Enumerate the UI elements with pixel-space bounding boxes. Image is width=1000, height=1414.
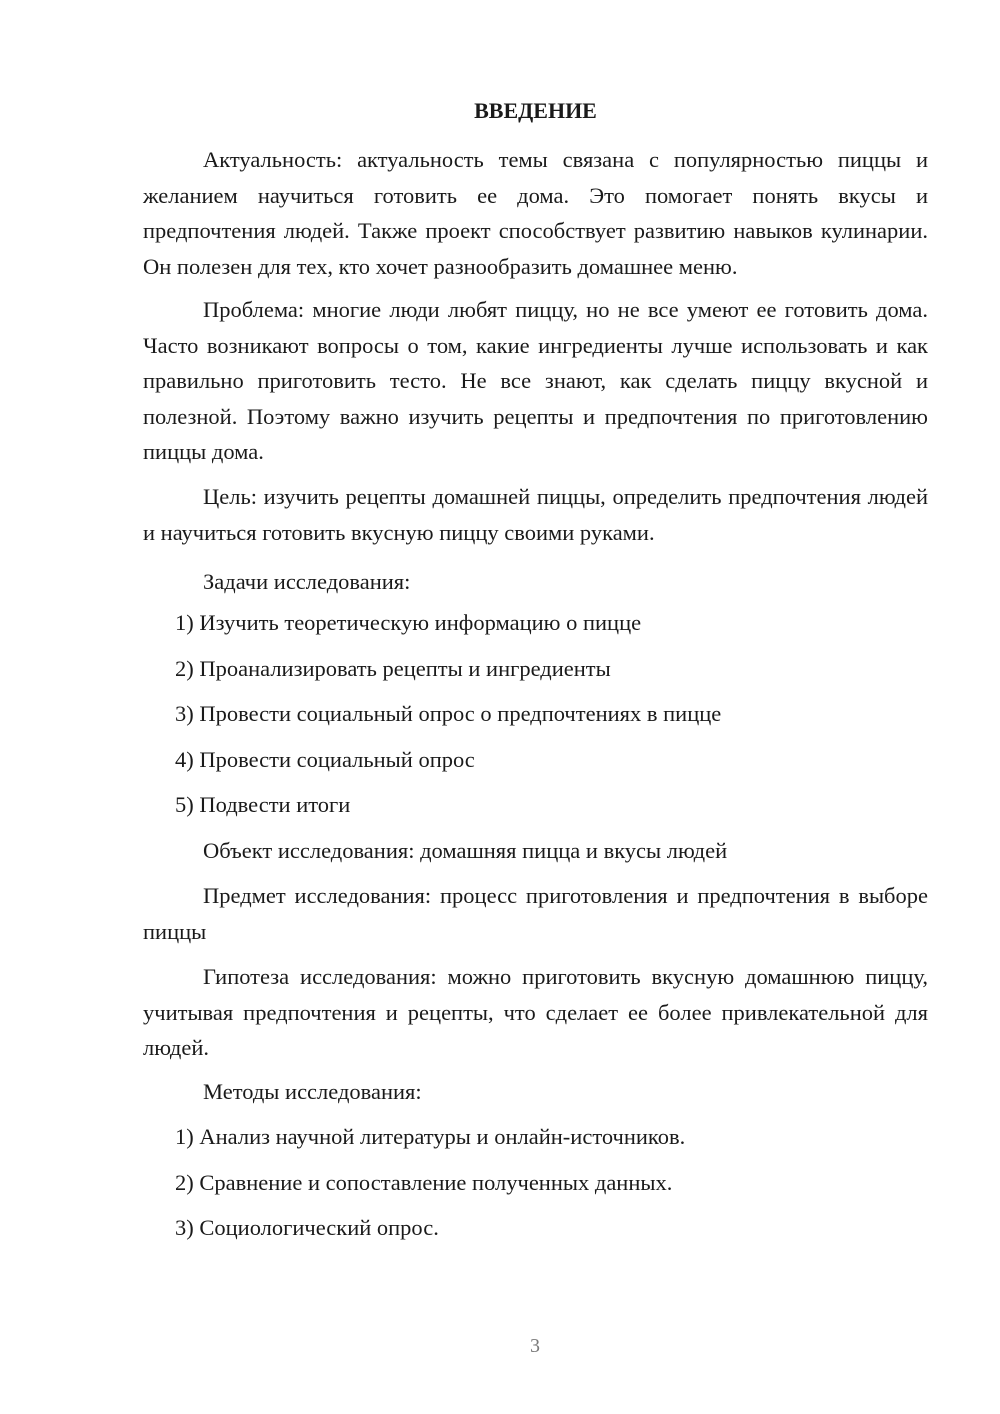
goal-paragraph: Цель: изучить рецепты домашней пиццы, определить предпочтения людей и научиться готовить вкусную пиццу своими руками. xyxy=(143,484,928,545)
relevance-paragraph: Актуальность: актуальность темы связана с популярностью пиццы и желанием научиться готовить ее дома. Это помогает понять вкусы и предпочтения людей. Также проект способствует развитию навыков кулинарии. Он полезен для тех, кто хочет разнообразить домашнее меню. xyxy=(143,147,928,279)
method-item: 1) Анализ научной литературы и онлайн-источников. xyxy=(175,1124,686,1149)
problem-paragraph: Проблема: многие люди любят пиццу, но не все умеют ее готовить дома. Часто возникают вопросы о том, какие ингредиенты лучше использовать и как правильно приготовить тесто. Не все знают, как сделать пиццу вкусной и полезной. Поэтому важно изучить рецепты и предпочтения по приготовлению пиццы дома. xyxy=(143,297,928,464)
task-item: 5) Подвести итоги xyxy=(175,792,351,817)
page-number: 3 xyxy=(530,1335,540,1357)
task-item: 3) Провести социальный опрос о предпочтениях в пицце xyxy=(175,701,722,726)
page-title: ВВЕДЕНИЕ xyxy=(474,98,597,123)
subject-paragraph: Предмет исследования: процесс приготовления и предпочтения в выборе пиццы xyxy=(143,883,928,944)
method-item: 2) Сравнение и сопоставление полученных данных. xyxy=(175,1170,673,1195)
methods-heading: Методы исследования: xyxy=(203,1079,422,1104)
object-paragraph: Объект исследования: домашняя пицца и вкусы людей xyxy=(203,838,728,863)
task-item: 1) Изучить теоретическую информацию о пицце xyxy=(175,610,642,635)
method-item: 3) Социологический опрос. xyxy=(175,1215,439,1240)
task-item: 4) Провести социальный опрос xyxy=(175,747,475,772)
task-item: 2) Проанализировать рецепты и ингредиенты xyxy=(175,656,611,681)
tasks-heading: Задачи исследования: xyxy=(203,569,411,594)
hypothesis-paragraph: Гипотеза исследования: можно приготовить вкусную домашнюю пиццу, учитывая предпочтения и рецепты, что сделает ее более привлекательной для людей. xyxy=(143,964,928,1060)
